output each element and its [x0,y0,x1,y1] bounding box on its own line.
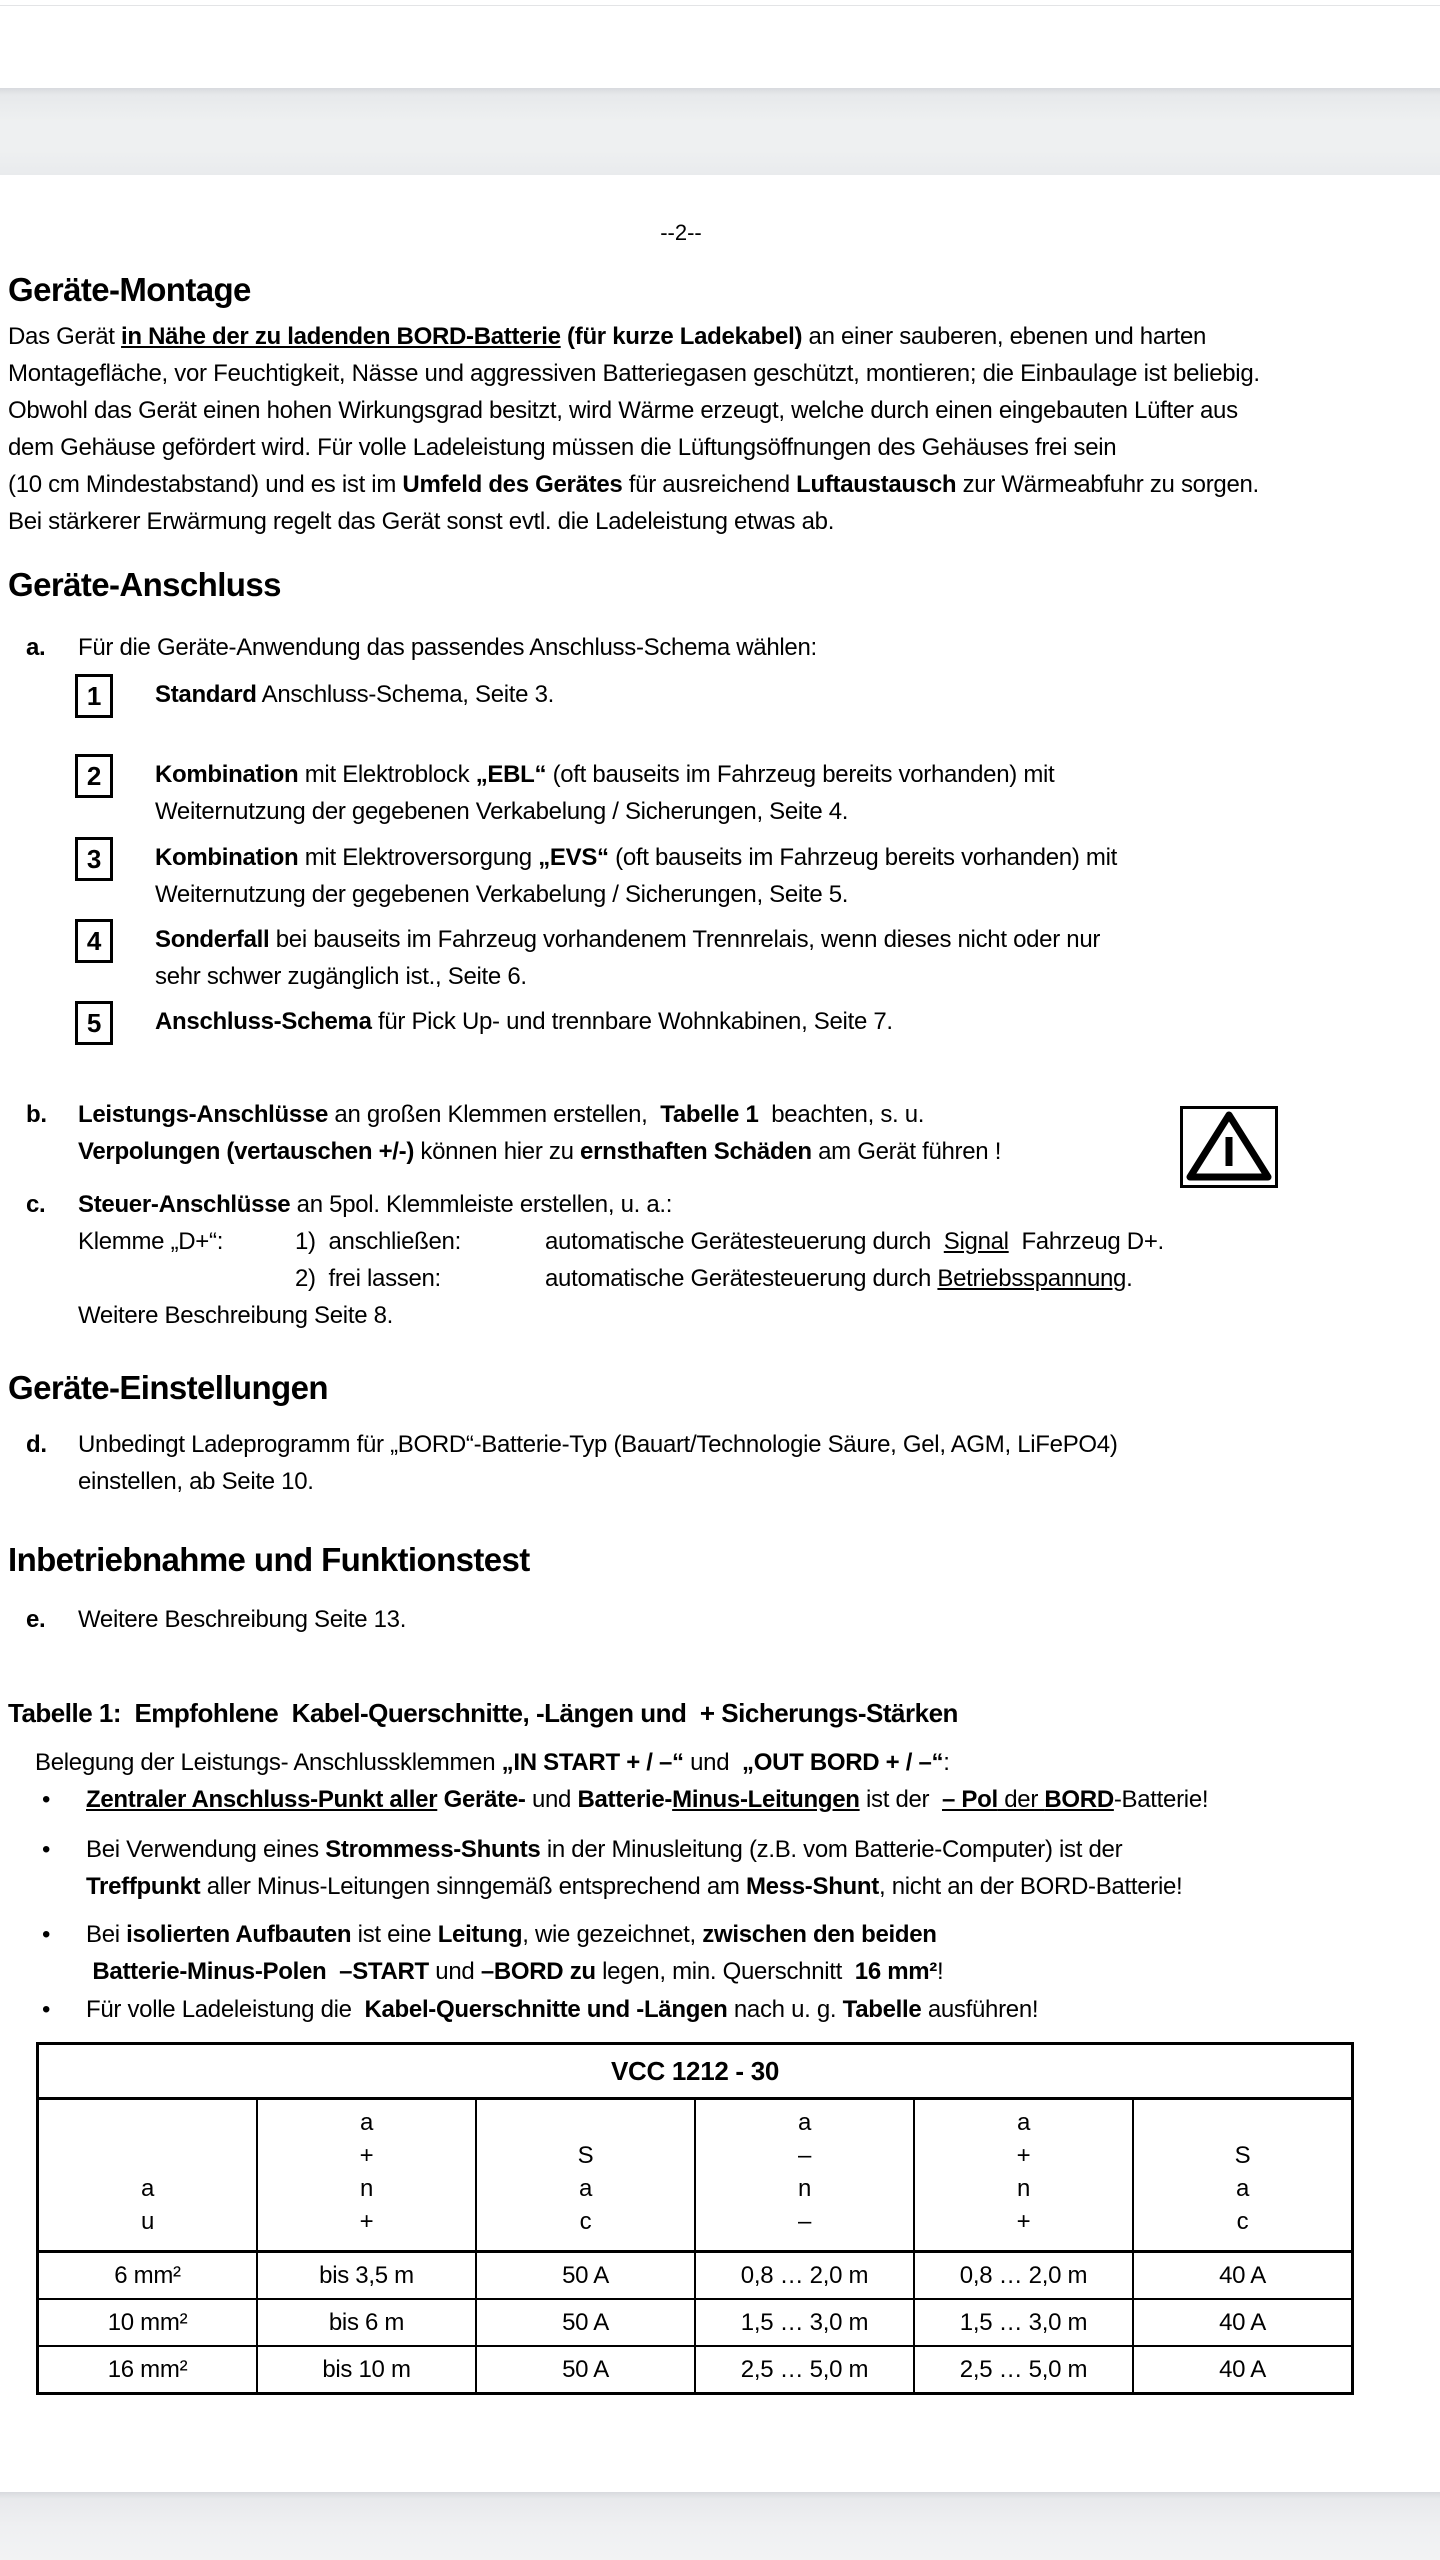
schema-number-box-4: 4 [75,919,113,963]
header-si2-kabelschutz: S a c [477,2100,696,2250]
page-separator-bottom [0,2492,1440,2560]
schema-item-4 [0,921,1100,995]
list-item-e [8,1601,406,1638]
section-title-inbetriebnahme: Inbetriebnahme und Funktionstest [8,1541,530,1578]
warning-icon [1180,1106,1278,1188]
item-e-text: Weitere Beschreibung Seite 13. [78,1606,407,1633]
item-marker-e: e. [26,1606,46,1633]
list-item-c [8,1186,1164,1334]
schema-text-1: Standard Anschluss-Schema, Seite 3. [155,681,555,708]
montage-paragraph-2: Obwohl das Gerät einen hohen Wirkungsgrad besitzt, wird Wärme erzeugt, welche durch einen eingebauten Lüfter aus dem Gehäuse gefördert wird. Für volle Ladeleistung müssen die Lüftungsöffnungen des Gehäuses frei sein (10 cm Mindestabstand) und es ist im Umfeld des Gerätes für ausreichend Luftaustausch zur Wärmeabfuhr zu sorgen. Bei stärkerer Erwärmung regelt das Gerät sonst evtl. die Ladeleistung etwas ab. [8,397,1259,535]
bullet-item-3 [42,1916,943,1990]
cell-si1: 40 A [1219,2356,1266,2383]
schema-item-2 [0,756,1054,830]
table-row [39,2300,1351,2347]
cell-laenge-in: bis 10 m [258,2347,477,2392]
bullet-marker: • [42,1996,51,2023]
schema-text-2: Kombination mit Elektroblock „EBL“ (oft bauseits im Fahrzeug bereits vorhanden) mit Weiternutzung der gegebenen Verkabelung / Sicherungen, Seite 4. [155,761,1055,825]
schema-item-1 [0,676,554,713]
schema-text-4: Sonderfall bei bauseits im Fahrzeug vorhandenem Trennrelais, wenn dieses nicht oder nur sehr schwer zugänglich ist., Seite 6. [155,926,1101,990]
schema-number-box-1: 1 [75,674,113,718]
item-b-text: Leistungs-Anschlüsse an großen Klemmen erstellen, Tabelle 1 beachten, s. u. Verpolungen (vertauschen +/-) können hier zu ernsthaften Schäden am Gerät führen ! [78,1101,1002,1165]
bullet-text-3: Bei isolierten Aufbauten ist eine Leitung, wie gezeichnet, zwischen den beiden Batterie-Minus-Polen –START und –BORD zu legen, min. Querschnitt 16 mm²! [86,1921,944,1985]
bullet-text-2: Bei Verwendung eines Strommess-Shunts in der Minusleitung (z.B. vom Batterie-Computer) ist der Treffpunkt aller Minus-Leitungen sinngemäß entsprechend am Mess-Shunt, nicht an der BORD-Batterie! [86,1836,1183,1900]
cell-si2: 50 A [477,2347,696,2392]
item-d-text: Unbedingt Ladeprogramm für „BORD“-Batterie-Typ (Bauart/Technologie Säure, Gel, AGM, LiFePO4) einstellen, ab Seite 10. [78,1431,1118,1495]
montage-paragraph-1: Das Gerät in Nähe der zu ladenden BORD-Batterie (für kurze Ladekabel) an einer sauberen, ebenen und harten Montagefläche, vor Feuchtigkeit, Nässe und aggressiven Batteriegasen geschützt, montieren; die Einbaulage ist beliebig. [8,323,1260,387]
cell-laenge-in: bis 6 m [258,2300,477,2345]
cell-laenge-out-minus: 0,8 … 2,0 m [696,2253,915,2298]
table-row [39,2253,1351,2300]
bullet-text-1: Zentraler Anschluss-Punkt aller Geräte- und Batterie-Minus-Leitungen ist der – Pol der BORD-Batterie! [86,1786,1209,1813]
header-si1-kabelschutz: S a c [1234,2142,1251,2235]
cell-si1: 40 A [1219,2309,1266,2336]
cell-querschnitt: 16 mm² [39,2347,258,2392]
table-title: VCC 1212 - 30 [39,2045,1351,2100]
item-marker-c: c. [26,1191,46,1218]
schema-item-5 [0,1003,893,1040]
item-a-text: Für die Geräte-Anwendung das passendes Anschluss-Schema wählen: [78,634,817,661]
header-kabellaenge-in-start: a + n + [258,2100,477,2250]
schema-number-box-2: 2 [75,754,113,798]
bullet-item-2 [42,1831,1182,1905]
cell-laenge-out-plus: 0,8 … 2,0 m [915,2253,1134,2298]
schema-number-box-3: 3 [75,837,113,881]
list-item-d [8,1426,1118,1500]
cell-si2: 50 A [477,2253,696,2298]
cell-laenge-out-plus: 1,5 … 3,0 m [915,2300,1134,2345]
page-edge-line [0,5,1440,6]
schema-text-5: Anschluss-Schema für Pick Up- und trennbare Wohnkabinen, Seite 7. [155,1008,893,1035]
schema-item-3 [0,839,1117,913]
tabelle-heading: Tabelle 1: Empfohlene Kabel-Querschnitte, -Längen und + Sicherungs-Stärken [8,1698,958,1728]
section-title-anschluss: Geräte-Anschluss [8,566,281,603]
item-marker-b: b. [26,1101,47,1128]
list-item-b [8,1096,1001,1170]
cell-laenge-out-plus: 2,5 … 5,0 m [915,2347,1134,2392]
bullet-marker: • [42,1836,51,1863]
item-marker-a: a. [26,634,46,661]
page-separator-top [0,88,1440,175]
page-number: --2-- [660,220,702,245]
list-item-a [8,629,817,666]
schema-number-box-5: 5 [75,1001,113,1045]
cable-table [36,2042,1354,2395]
warning-triangle-icon [1183,1109,1275,1185]
header-kabel-querschnitt: a u [39,2100,258,2250]
section-title-einstellungen: Geräte-Einstellungen [8,1369,328,1406]
bullet-marker: • [42,1786,51,1813]
cell-si1: 40 A [1219,2262,1266,2289]
cell-si2: 50 A [477,2300,696,2345]
belegung-line: Belegung der Leistungs- Anschlussklemmen „IN START + / –“ und „OUT BORD + / –“: [35,1749,950,1776]
cell-laenge-out-minus: 1,5 … 3,0 m [696,2300,915,2345]
cell-querschnitt: 10 mm² [39,2300,258,2345]
header-kabellaenge-out-bord-plus: a + n + [915,2100,1134,2250]
cell-querschnitt: 6 mm² [39,2253,258,2298]
bullet-marker: • [42,1921,51,1948]
item-marker-d: d. [26,1431,47,1458]
bullet-item-1 [42,1781,1208,1818]
bullet-item-4 [42,1991,1038,2028]
item-c-text: Steuer-Anschlüsse an 5pol. Klemmleiste erstellen, u. a.: Klemme „D+“: 1) anschließen: automatische Gerätesteuerung durch Signal Fahrzeug D+. 2) frei lassen: automatische Gerätesteuerung durch Betriebsspannung. Weitere Beschreibung Seite 8. [78,1191,1164,1329]
header-kabellaenge-out-bord-minus: a – n – [696,2100,915,2250]
table-row [39,2347,1351,2392]
cell-laenge-out-minus: 2,5 … 5,0 m [696,2347,915,2392]
table-header-row [39,2100,1351,2253]
schema-text-3: Kombination mit Elektroversorgung „EVS“ (oft bauseits im Fahrzeug bereits vorhanden) mit Weiternutzung der gegebenen Verkabelung / Sicherungen, Seite 5. [155,844,1117,908]
bullet-text-4: Für volle Ladeleistung die Kabel-Querschnitte und -Längen nach u. g. Tabelle ausführen! [86,1996,1039,2023]
cell-laenge-in: bis 3,5 m [258,2253,477,2298]
section-title-montage: Geräte-Montage [8,271,251,308]
